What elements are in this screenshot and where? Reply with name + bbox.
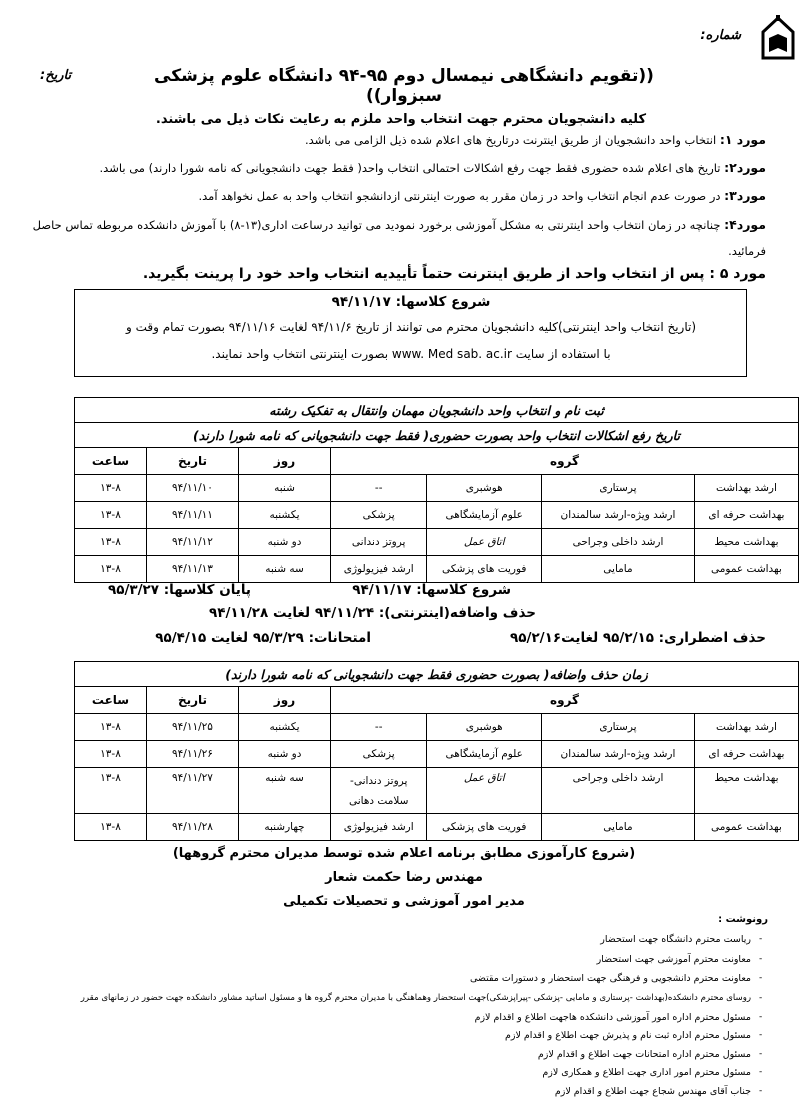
col-header-time: ساعت <box>75 687 147 714</box>
group-cell: ارشد ویژه-ارشد سالمندان <box>542 741 695 768</box>
group-cell: ارشد فیزیولوژی <box>331 556 427 583</box>
group-cell: بهداشت عمومی <box>694 556 798 583</box>
group-cell: ارشد داخلی وجراحی <box>542 768 695 814</box>
add-drop-online: حذف واضافه(اینترنتی): ۹۴/۱۱/۲۴ لغایت ۹۴/۱۱/۲۸ <box>208 605 536 621</box>
day-cell: سه شنبه <box>239 556 331 583</box>
item-3 <box>26 186 766 206</box>
add-drop-table <box>74 661 799 841</box>
date-cell: ۹۴/۱۱/۱۳ <box>147 556 239 583</box>
cc-item: مسئول محترم اداره امتحانات جهت اطلاع و اقدام لازم <box>537 1049 751 1060</box>
day-cell: یکشنبه <box>239 502 331 529</box>
table-row <box>75 741 799 768</box>
time-cell: ۱۳-۸ <box>75 814 147 841</box>
table-row <box>75 814 799 841</box>
group-cell: بهداشت حرفه ای <box>694 502 798 529</box>
group-cell: بهداشت محیط <box>694 529 798 556</box>
cc-bullet: - <box>759 1086 763 1096</box>
item-label: مورد۳: <box>724 188 766 203</box>
col-header-time: ساعت <box>75 448 147 475</box>
date-cell: ۹۴/۱۱/۲۵ <box>147 714 239 741</box>
group-cell: پروتز دندانی <box>331 529 427 556</box>
table-row <box>75 556 799 583</box>
date-cell: ۹۴/۱۱/۲۶ <box>147 741 239 768</box>
item-1 <box>26 130 766 150</box>
time-cell: ۱۳-۸ <box>75 556 147 583</box>
day-cell: شنبه <box>239 475 331 502</box>
time-cell: ۱۳-۸ <box>75 502 147 529</box>
cc-bullet: - <box>759 934 763 944</box>
col-header-day: روز <box>239 448 331 475</box>
cc-item: مسئول محترم اداره امور آموزشی دانشکده هاجهت اطلاع و اقدام لازم <box>474 1012 751 1023</box>
col-header-date: تاریخ <box>147 687 239 714</box>
cc-bullet: - <box>759 1067 763 1077</box>
internship-note: (شروع کارآموزی مطابق برنامه اعلام شده توسط مدیران محترم گروهها) <box>172 846 636 861</box>
time-cell: ۱۳-۸ <box>75 768 147 814</box>
table-caption: ثبت نام و انتخاب واحد دانشجویان مهمان وانتقال به تفکیک رشته <box>75 398 799 423</box>
col-header-date: تاریخ <box>147 448 239 475</box>
group-cell: هوشبری <box>427 714 542 741</box>
group-cell: پرستاری <box>542 714 695 741</box>
item-text: تاریخ های اعلام شده حضوری فقط جهت رفع اشکالات احتمالی انتخاب واحد( فقط جهت دانشجویانی که نامه شورا دارند) می باشد. <box>99 161 721 175</box>
cc-bullet: - <box>759 1049 763 1059</box>
group-cell: پزشکی <box>331 502 427 529</box>
cc-item: ریاست محترم دانشگاه جهت استحضار <box>600 934 751 945</box>
time-cell: ۱۳-۸ <box>75 714 147 741</box>
table-row <box>75 502 799 529</box>
table-caption: زمان حذف واضافه( بصورت حضوری فقط جهت دانشجویانی که نامه شورا دارند) <box>75 662 799 687</box>
class-end: پایان کلاسها: ۹۵/۳/۲۷ <box>107 582 251 598</box>
group-cell: ارشد فیزیولوژی <box>331 814 427 841</box>
cc-bullet: - <box>759 993 763 1003</box>
box-class-start: شروع کلاسها: ۹۴/۱۱/۱۷ <box>331 294 491 310</box>
date-cell: ۹۴/۱۱/۲۸ <box>147 814 239 841</box>
registration-table <box>74 397 799 583</box>
group-cell: پزشکی <box>331 741 427 768</box>
box-website-line: با استفاده از سایت www. Med sab. ac.ir بصورت اینترنتی انتخاب واحد نمایند. <box>211 347 611 361</box>
class-start: شروع کلاسها: ۹۴/۱۱/۱۷ <box>352 582 511 598</box>
item-4 <box>26 212 766 264</box>
date-cell: ۹۴/۱۱/۱۲ <box>147 529 239 556</box>
item-label: مورد۴: <box>724 217 766 232</box>
table-row <box>75 529 799 556</box>
date-cell: ۹۴/۱۱/۱۰ <box>147 475 239 502</box>
day-cell: سه شنبه <box>239 768 331 814</box>
cc-bullet: - <box>759 1012 763 1022</box>
box-registration-dates: (تاریخ انتخاب واحد اینترنتی)کلیه دانشجویان محترم می توانند از تاریخ ۹۴/۱۱/۶ لغایت ۹۴/۱۱/۱۶ بصورت تمام وقت و <box>125 320 697 334</box>
item-5: مورد ۵ : پس از انتخاب واحد از طریق اینترنت حتماً تأییدیه انتخاب واحد خود را پرینت بگیرید. <box>142 266 766 282</box>
cc-bullet: - <box>759 954 763 964</box>
group-cell: علوم آزمایشگاهی <box>427 502 542 529</box>
signer-name: مهندس رضا حکمت شعار <box>325 870 483 885</box>
group-cell: فوریت های پزشکی <box>427 814 542 841</box>
col-header-group: گروه <box>331 687 799 714</box>
cc-item: معاونت محترم آموزشی جهت استحضار <box>596 954 751 965</box>
group-cell: مامایی <box>542 556 695 583</box>
university-logo-icon <box>759 14 797 60</box>
group-cell: اتاق عمل <box>427 768 542 814</box>
page-title: ((تقویم دانشگاهی نیمسال دوم ۹۵-۹۴ دانشگاه علوم پزشکی سبزوار)) <box>154 66 654 106</box>
group-cell: پروتز دندانی- سلامت دهانی <box>331 768 427 814</box>
group-cell: ارشد بهداشت <box>694 714 798 741</box>
table-row <box>75 768 799 814</box>
day-cell: دو شنبه <box>239 529 331 556</box>
group-cell: ارشد داخلی وجراحی <box>542 529 695 556</box>
item-label: مورد۲: <box>724 160 766 175</box>
table-row <box>75 475 799 502</box>
group-cell: پرستاری <box>542 475 695 502</box>
col-header-group: گروه <box>331 448 799 475</box>
group-cell: اتاق عمل <box>427 529 542 556</box>
signer-position: مدیر امور آموزشی و تحصیلات تکمیلی <box>283 894 525 909</box>
group-cell: -- <box>331 714 427 741</box>
time-cell: ۱۳-۸ <box>75 475 147 502</box>
time-cell: ۱۳-۸ <box>75 529 147 556</box>
cc-title: رونوشت : <box>718 914 768 925</box>
cc-item: مسئول محترم اداره ثبت نام و پذیرش جهت اطلاع و اقدام لازم <box>505 1030 751 1041</box>
table-row <box>75 714 799 741</box>
group-cell: هوشبری <box>427 475 542 502</box>
day-cell: چهارشنبه <box>239 814 331 841</box>
document-page <box>4 4 796 1110</box>
date-cell: ۹۴/۱۱/۱۱ <box>147 502 239 529</box>
date-cell: ۹۴/۱۱/۲۷ <box>147 768 239 814</box>
cc-item: جناب آقای مهندس شجاع جهت اطلاع و اقدام لازم <box>554 1086 751 1097</box>
cc-item: معاونت محترم دانشجویی و فرهنگی جهت استحضار و دستورات مقتضی <box>469 973 751 984</box>
group-cell: ارشد ویژه-ارشد سالمندان <box>542 502 695 529</box>
time-cell: ۱۳-۸ <box>75 741 147 768</box>
cc-item: روسای محترم دانشکده(بهداشت -پرستاری و مامایی -پزشکی -پیراپزشکی)جهت استحضار وهماهنگی با مدیران محترم گروه ها و مسئول اساتید مشاور دانشکده جهت حضور در زمانهای مقرر <box>80 993 751 1003</box>
group-cell: مامایی <box>542 814 695 841</box>
group-cell: علوم آزمایشگاهی <box>427 741 542 768</box>
item-label: مورد ۱: <box>719 132 766 147</box>
cc-bullet: - <box>759 973 763 983</box>
group-cell: بهداشت محیط <box>694 768 798 814</box>
item-2 <box>26 158 766 178</box>
online-registration-box <box>74 289 747 377</box>
date-label: تاریخ: <box>40 68 72 83</box>
table-caption: تاریخ رفع اشکالات انتخاب واحد بصورت حضوری( فقط جهت دانشجویانی که نامه شورا دارند) <box>75 423 799 448</box>
day-cell: دو شنبه <box>239 741 331 768</box>
intro-text: کلیه دانشجویان محترم جهت انتخاب واحد ملزم به رعایت نکات ذیل می باشند. <box>155 112 646 127</box>
col-header-day: روز <box>239 687 331 714</box>
group-cell: ارشد بهداشت <box>694 475 798 502</box>
emergency-drop: حذف اضطراری: ۹۵/۲/۱۵ لغایت۹۵/۲/۱۶ <box>510 630 766 646</box>
exam-dates: امتحانات: ۹۵/۳/۲۹ لغایت ۹۵/۴/۱۵ <box>155 630 371 646</box>
group-cell: بهداشت حرفه ای <box>694 741 798 768</box>
item-text: در صورت عدم انجام انتخاب واحد در زمان مقرر به صورت اینترنتی ازدانشجو انتخاب واحد به عمل نخواهد آمد. <box>198 189 721 203</box>
day-cell: یکشنبه <box>239 714 331 741</box>
cc-bullet: - <box>759 1030 763 1040</box>
item-text: چنانچه در زمان انتخاب واحد اینترنتی به مشکل آموزشی برخورد نمودید می توانید درساعت اداری(۱۳-۸) با آموزش دانشکده مربوطه تماس حاصل فرمائید. <box>32 218 766 258</box>
cc-item: مسئول محترم امور اداری جهت اطلاع و همکاری لازم <box>542 1067 751 1078</box>
number-label: شماره: <box>700 28 741 43</box>
group-cell: بهداشت عمومی <box>694 814 798 841</box>
item-text: انتخاب واحد دانشجویان از طریق اینترنت درتاریخ های اعلام شده ذیل الزامی می باشد. <box>304 133 717 147</box>
group-cell: -- <box>331 475 427 502</box>
group-cell: فوریت های پزشکی <box>427 556 542 583</box>
